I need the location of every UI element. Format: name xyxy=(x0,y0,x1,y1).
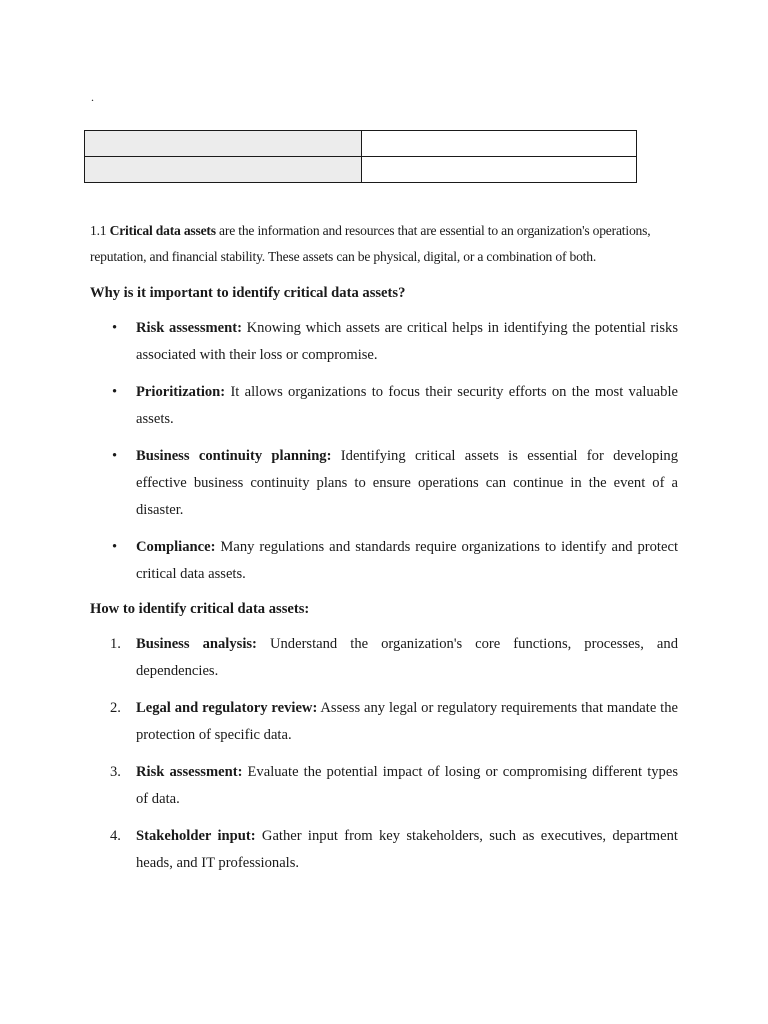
item-text: Knowing which assets are critical helps in identifying the potential risks associated with their loss or compromise. xyxy=(136,320,679,363)
item-label: Business analysis: xyxy=(136,636,257,652)
list-item xyxy=(90,631,678,685)
how-heading: How to identify critical data assets: xyxy=(90,601,310,617)
list-item xyxy=(90,823,678,877)
table-row xyxy=(85,131,637,157)
document-body xyxy=(90,218,678,877)
item-label: Risk assessment: xyxy=(136,764,243,780)
intro-paragraph xyxy=(90,218,678,270)
how-list xyxy=(90,631,678,877)
item-label: Stakeholder input: xyxy=(136,828,256,844)
header-table xyxy=(84,130,637,183)
bullet-marker: • xyxy=(112,320,118,336)
item-label: Business continuity planning: xyxy=(136,448,332,464)
item-text: Assess any legal or regulatory requirements that mandate the protection of specific data. xyxy=(136,700,679,743)
item-text: Understand the organization's core functions, processes, and dependencies. xyxy=(136,636,678,679)
item-text: Evaluate the potential impact of losing or compromising different types of data. xyxy=(136,764,678,807)
item-label: Compliance: xyxy=(136,539,216,555)
section-number: 1.1 xyxy=(90,223,107,238)
item-label: Risk assessment: xyxy=(136,320,242,336)
item-label: Prioritization: xyxy=(136,384,226,400)
item-text: It allows organizations to focus their security efforts on the most valuable assets. xyxy=(136,384,678,427)
why-heading: Why is it important to identify critical data assets? xyxy=(90,285,406,301)
why-list xyxy=(90,315,678,588)
table-cell xyxy=(362,131,637,157)
item-text: Identifying critical assets is essential for developing effective business continuity plans to ensure operations can continue in the event of a disaster. xyxy=(136,448,678,518)
bullet-marker: • xyxy=(112,448,118,464)
bullet-marker: • xyxy=(112,539,118,555)
stray-mark: . xyxy=(91,90,94,104)
list-item xyxy=(90,379,678,433)
table-cell xyxy=(362,157,637,183)
item-text: Gather input from key stakeholders, such as executives, department heads, and IT professionals. xyxy=(136,828,678,871)
table-cell-shaded xyxy=(85,157,362,183)
list-item xyxy=(90,534,678,588)
table-cell-shaded xyxy=(85,131,362,157)
step-number: 2. xyxy=(110,700,121,716)
intro-term: Critical data assets xyxy=(109,223,216,238)
list-item xyxy=(90,695,678,749)
step-number: 1. xyxy=(110,636,121,652)
step-number: 3. xyxy=(110,764,121,780)
item-label: Legal and regulatory review: xyxy=(136,700,318,716)
list-item xyxy=(90,759,678,813)
intro-text: are the information and resources that are essential to an organization's operations, reputation, and financial stability. These assets can be physical, digital, or a combination of both. xyxy=(90,223,651,264)
step-number: 4. xyxy=(110,828,121,844)
table-row xyxy=(85,157,637,183)
list-item xyxy=(90,315,678,369)
bullet-marker: • xyxy=(112,384,118,400)
list-item xyxy=(90,443,678,524)
item-text: Many regulations and standards require organizations to identify and protect critical data assets. xyxy=(136,539,678,582)
